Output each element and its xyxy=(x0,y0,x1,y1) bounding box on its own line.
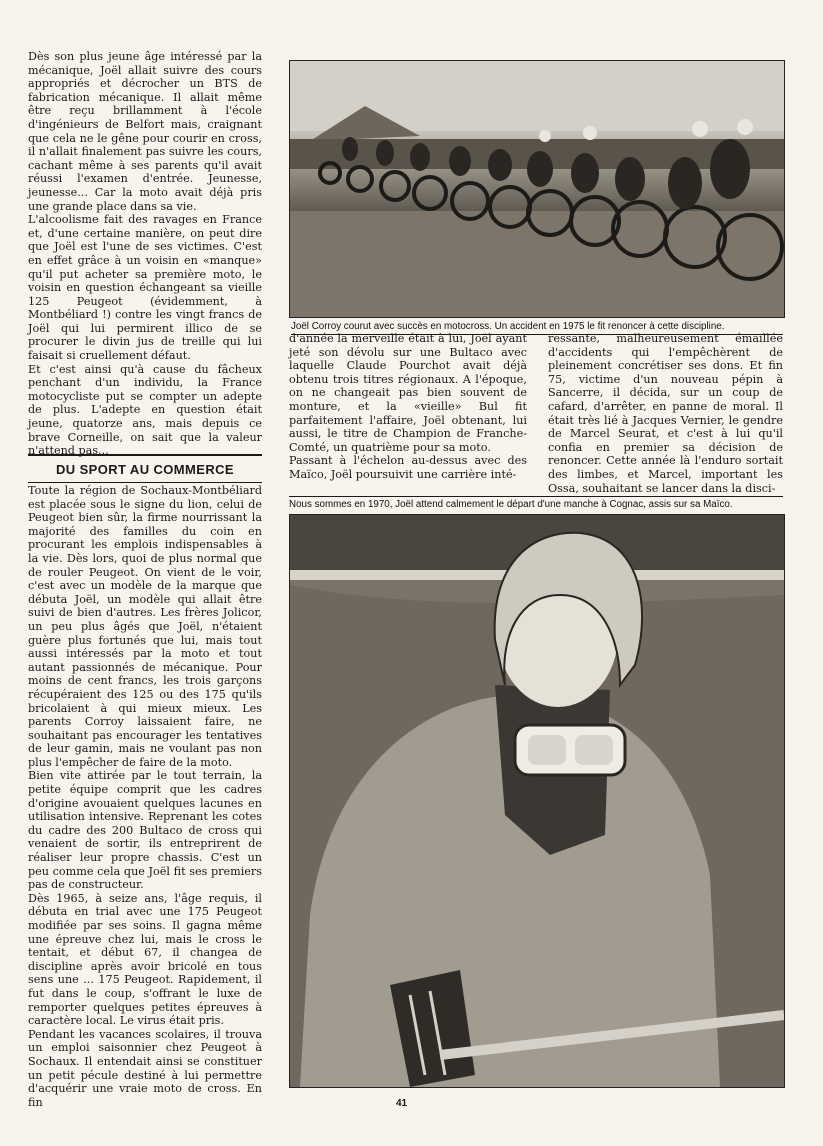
article-column-right xyxy=(548,332,783,495)
motocross-start-photo xyxy=(289,60,785,318)
paragraph: L'alcoolisme fait des ravages en France et, d'une certaine manière, on peut dire que Joël est l'une de ses victimes. C'est en effet grâce à un voisin en «manque» qu'il put acheter sa première moto, le voisin en question échangeant sa vieille 125 Peugeot (évidemment, à Montbéliard !) contre les vingt francs de Joël qui lui permirent illico de se procurer le divin jus de treille qui lui faisait si cruellement défaut. xyxy=(28,213,262,363)
section-heading: DU SPORT AU COMMERCE xyxy=(56,462,234,477)
paragraph: Pendant les vacances scolaires, il trouva un emploi saisonnier chez Peugeot à Sochaux. Il entendait ainsi se constituer un petit pécule destiné à lui permettre d'acquérir une vraie moto de cross. En fin xyxy=(28,1027,262,1109)
paragraph: Dès 1965, à seize ans, l'âge requis, il débuta en trial avec une 175 Peugeot modifiée par ses soins. Il gagna même une épreuve chez lui, mais le cross le tentait, et début 67, il changea de discipline après avoir bricolé en tous sens une ... 175 Peugeot. Rapidement, il fut dans le coup, s'offrant le luxe de remporter quelques petites épreuves à caractère local. Le virus était pris. xyxy=(28,891,262,1028)
motocross-start-illustration xyxy=(290,61,784,317)
article-column-left-lower xyxy=(28,484,262,1109)
rider-portrait-photo xyxy=(289,514,785,1088)
paragraph: Passant à l'échelon au-dessus avec des Maïco, Joël poursuivit une carrière inté- xyxy=(289,454,527,481)
paragraph: Dès son plus jeune âge intéressé par la mécanique, Joël allait suivre des cours appropriés et décrocher un BTS de fabrication mécanique. Il allait même être reçu brillamment à l'école d'ingénieurs de Belfort mais, craignant que cela ne le gêne pour courir en cross, il n'allait finalement pas suivre les cours, cachant même à ses parents qu'il avait réussi l'examen d'entrée. Jeunesse, jeunesse... Car la moto avait déjà pris une grande place dans sa vie. xyxy=(28,50,262,213)
paragraph: Toute la région de Sochaux-Montbéliard est placée sous le signe du lion, celui de Peugeot bien sûr, la firme nourrissant la majorité des familles du coin en procurant les emplois indispensables à la vie. Dès lors, quoi de plus normal que de rouler Peugeot. On vient de le voir, c'est avec un modèle de la marque que débuta Joël, un modèle qui allait être suivi de bien d'autres. Les frères Jolicor, un peu plus âgés que Joël, n'étaient guère plus fortunés que lui, mais tout aussi intéressés par la moto et tout autant passionnés de mécanique. Pour moins de cent francs, les trois garçons récupéraient des 125 ou des 175 qu'ils bricolaient à qui mieux mieux. Les parents Corroy laissaient faire, ne souhaitant pas encourager les tentatives de leur gamin, mais ne voulant pas non plus l'empêcher de faire de la moto. xyxy=(28,484,262,769)
photo-caption: Joël Corroy courut avec succès en motocross. Un accident en 1975 le fit renoncer à cette discipline. xyxy=(291,321,783,335)
page-number: 41 xyxy=(396,1098,408,1109)
article-column-left xyxy=(28,50,262,458)
paragraph: ressante, malheureusement émaillée d'accidents qui l'empêchèrent de pleinement concrétiser ses dons. Et fin 75, victime d'un nouveau pépin à Sancerre, il décida, sur un coup de cafard, d'arrêter, en panne de moral. Il était très lié à Jacques Vernier, le gendre de Marcel Seurat, et c'est à lui qu'il confia en premier sa décision de renoncer. Cette année là l'enduro sortait des limbes, et Marcel, important les Ossa, souhaitant se lancer dans la disci- xyxy=(548,332,783,495)
paragraph: Bien vite attirée par le tout terrain, la petite équipe comprit que les cadres d'origine avouaient quelques lacunes en utilisation intensive. Reprenant les cotes du cadre des 200 Bultaco de cross qui venaient de sortir, ils entreprirent de réaliser leur propre chassis. C'est un peu comme cela que Joël fit ses premiers pas de constructeur. xyxy=(28,769,262,892)
article-column-middle xyxy=(289,332,527,482)
rider-portrait-illustration xyxy=(290,515,784,1087)
paragraph: d'année la merveille était à lui, Joël ayant jeté son dévolu sur une Bultaco avec laquelle Claude Pourchot avait déjà obtenu trois titres régionaux. A l'époque, on ne changeait pas bien souvent de monture, et la «vieille» Bul fit parfaitement l'affaire, Joël obtenant, lui aussi, le titre de Champion de Franche-Comté, un quatrième pour sa moto. xyxy=(289,332,527,454)
paragraph: Et c'est ainsi qu'à cause du fâcheux penchant d'un individu, la France motocycliste put se compter un adepte de plus. L'adepte en question était jeune, quatorze ans, mais depuis ce brave Corneille, on sait que la valeur n'attend pas... xyxy=(28,362,262,458)
photo-caption: Nous sommes en 1970, Joël attend calmement le départ d'une manche à Cognac, assis sur sa Maïco. xyxy=(289,496,783,510)
section-heading-box xyxy=(28,454,262,483)
